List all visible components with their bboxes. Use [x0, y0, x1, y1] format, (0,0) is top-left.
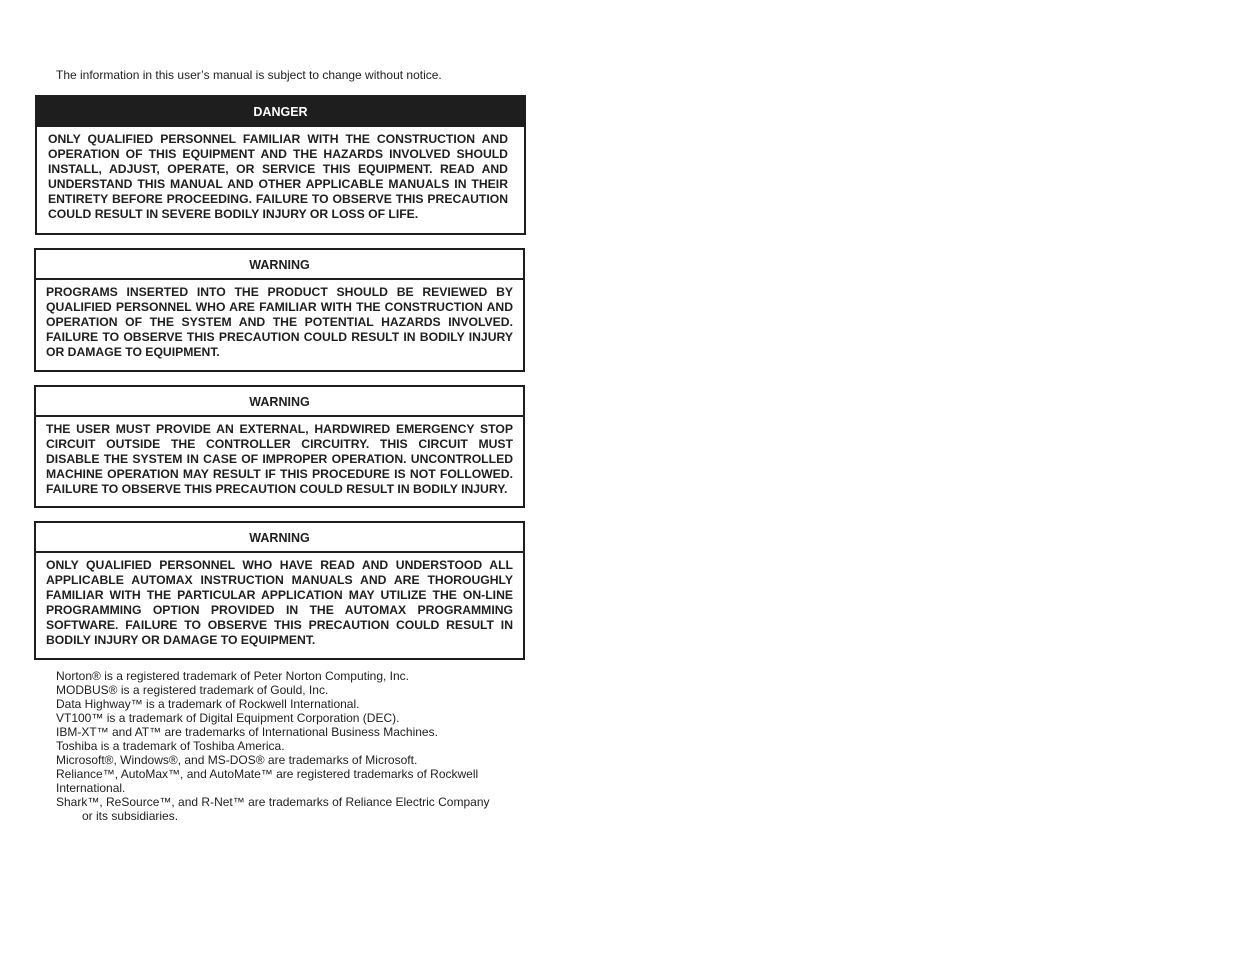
- warning-box-online-programming: [34, 521, 525, 660]
- warning-heading: WARNING: [36, 523, 523, 553]
- trademark-line: Norton® is a registered trademark of Peter Norton Computing, Inc.: [56, 669, 409, 683]
- trademark-line: IBM-XT™ and AT™ are trademarks of International Business Machines.: [56, 725, 438, 739]
- warning-box-programs: [34, 248, 525, 372]
- trademark-line: Shark™, ReSource™, and R-Net™ are trademarks of Reliance Electric Company: [56, 795, 490, 809]
- warning-box-emergency-stop: [34, 385, 525, 508]
- danger-heading: DANGER: [37, 97, 524, 127]
- trademark-line: MODBUS® is a registered trademark of Gould, Inc.: [56, 683, 329, 697]
- change-notice: The information in this user’s manual is subject to change without notice.: [56, 68, 442, 82]
- danger-text: ONLY QUALIFIED PERSONNEL FAMILIAR WITH THE CONSTRUCTION AND OPERATION OF THIS EQUIPMENT AND THE HAZARDS INVOLVED SHOULD INSTALL, ADJUST, OPERATE, OR SERVICE THIS EQUIPMENT. READ AND UNDERSTAND THIS MANUAL AND OTHER APPLICABLE MANUALS IN THEIR ENTIRETY BEFORE PROCEEDING. FAILURE TO OBSERVE THIS PRECAUTION COULD RESULT IN SEVERE BODILY INJURY OR LOSS OF LIFE.: [48, 132, 508, 221]
- danger-box: [35, 95, 526, 235]
- warning-heading: WARNING: [36, 387, 523, 417]
- trademark-line: Reliance™, AutoMax™, and AutoMate™ are registered trademarks of Rockwell: [56, 767, 479, 781]
- trademark-line: International.: [56, 781, 126, 795]
- warning-text: PROGRAMS INSERTED INTO THE PRODUCT SHOULD BE REVIEWED BY QUALIFIED PERSONNEL WHO ARE FAMILIAR WITH THE CONSTRUCTION AND OPERATION OF THE SYSTEM AND THE POTENTIAL HAZARDS INVOLVED. FAILURE TO OBSERVE THIS PRECAUTION COULD RESULT IN BODILY INJURY OR DAMAGE TO EQUIPMENT.: [46, 285, 513, 359]
- trademark-line: VT100™ is a trademark of Digital Equipment Corporation (DEC).: [56, 711, 400, 725]
- trademark-line: or its subsidiaries.: [82, 809, 179, 823]
- warning-heading: WARNING: [36, 250, 523, 280]
- warning-text: ONLY QUALIFIED PERSONNEL WHO HAVE READ AND UNDERSTOOD ALL APPLICABLE AUTOMAX INSTRUCTION MANUALS AND ARE THOROUGHLY FAMILIAR WITH THE PARTICULAR APPLICATION MAY UTILIZE THE ON-LINE PROGRAMMING OPTION PROVIDED IN THE AUTOMAX PROGRAMMING SOFTWARE. FAILURE TO OBSERVE THIS PRECAUTION COULD RESULT IN BODILY INJURY OR DAMAGE TO EQUIPMENT.: [46, 558, 513, 647]
- trademark-line: Toshiba is a trademark of Toshiba America.: [56, 739, 285, 753]
- trademark-list: [56, 669, 516, 823]
- trademark-line: Microsoft®, Windows®, and MS-DOS® are trademarks of Microsoft.: [56, 753, 418, 767]
- trademark-line: Data Highway™ is a trademark of Rockwell International.: [56, 697, 360, 711]
- warning-text: THE USER MUST PROVIDE AN EXTERNAL, HARDWIRED EMERGENCY STOP CIRCUIT OUTSIDE THE CONTROLLER CIRCUITRY. THIS CIRCUIT MUST DISABLE THE SYSTEM IN CASE OF IMPROPER OPERATION. UNCONTROLLED MACHINE OPERATION MAY RESULT IF THIS PROCEDURE IS NOT FOLLOWED. FAILURE TO OBSERVE THIS PRECAUTION COULD RESULT IN BODILY INJURY.: [46, 422, 513, 496]
